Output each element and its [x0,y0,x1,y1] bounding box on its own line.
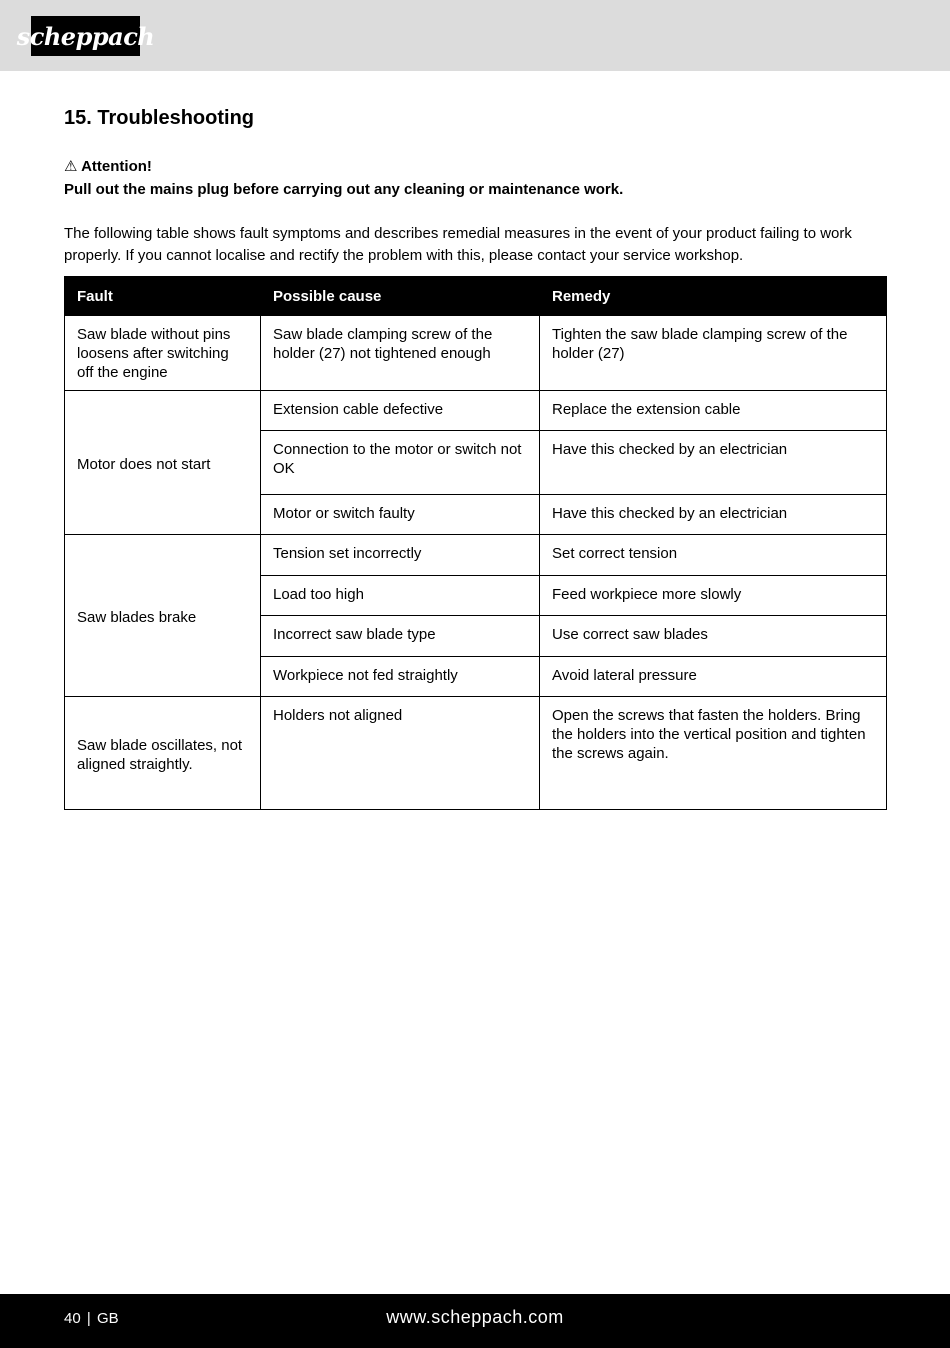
table-row [65,535,887,576]
remedy-cell: Use correct saw blades [540,616,887,657]
page-separator: | [86,1310,91,1327]
cause-cell: Holders not aligned [261,697,540,810]
table-row [65,391,887,431]
fault-cell: Saw blades brake [65,535,261,697]
remedy-cell: Set correct tension [540,535,887,576]
attention-label: Attention! [81,158,152,175]
column-header-remedy: Remedy [540,277,887,316]
cause-cell: Workpiece not fed straightly [261,657,540,697]
column-header-cause: Possible cause [261,277,540,316]
intro-paragraph: The following table shows fault symptoms and describes remedial measures in the event of your product failing to work properly. If you cannot localise and rectify the problem with this, please contact your service workshop. [64,225,852,264]
remedy-cell: Tighten the saw blade clamping screw of the holder (27) [540,316,887,391]
remedy-cell: Have this checked by an electrician [540,495,887,535]
table-header-row [65,277,887,316]
scheppach-logo: scheppach [31,16,140,56]
cause-cell: Incorrect saw blade type [261,616,540,657]
cause-cell: Connection to the motor or switch not OK [261,431,540,495]
cause-cell: Motor or switch faulty [261,495,540,535]
column-header-fault: Fault [65,277,261,316]
remedy-cell: Replace the extension cable [540,391,887,431]
fault-cell: Saw blade without pins loosens after switching off the engine [65,316,261,391]
cause-cell: Saw blade clamping screw of the holder (27) not tightened enough [261,316,540,391]
remedy-cell: Avoid lateral pressure [540,657,887,697]
footer-bar [0,1294,950,1348]
page-number-value: 40 [64,1310,81,1327]
cause-cell: Tension set incorrectly [261,535,540,576]
warning-triangle-icon: ⚠ [64,158,78,175]
attention-notice [64,156,886,201]
website-url: www.scheppach.com [386,1307,564,1327]
language-code: GB [96,1310,119,1327]
attention-text: Pull out the mains plug before carrying out any cleaning or maintenance work. [64,180,624,198]
remedy-cell: Feed workpiece more slowly [540,576,887,616]
fault-cell: Motor does not start [65,391,261,535]
section-title: 15. Troubleshooting [64,107,255,129]
cause-cell: Load too high [261,576,540,616]
troubleshooting-table [64,276,887,810]
cause-cell: Extension cable defective [261,391,540,431]
remedy-cell: Have this checked by an electrician [540,431,887,495]
table-row [65,316,887,391]
header-band [0,0,950,71]
remedy-cell: Open the screws that fasten the holders. Bring the holders into the vertical position and tighten the screws again. [540,697,887,810]
table-row [65,697,887,810]
fault-cell: Saw blade oscillates, not aligned straightly. [65,697,261,810]
